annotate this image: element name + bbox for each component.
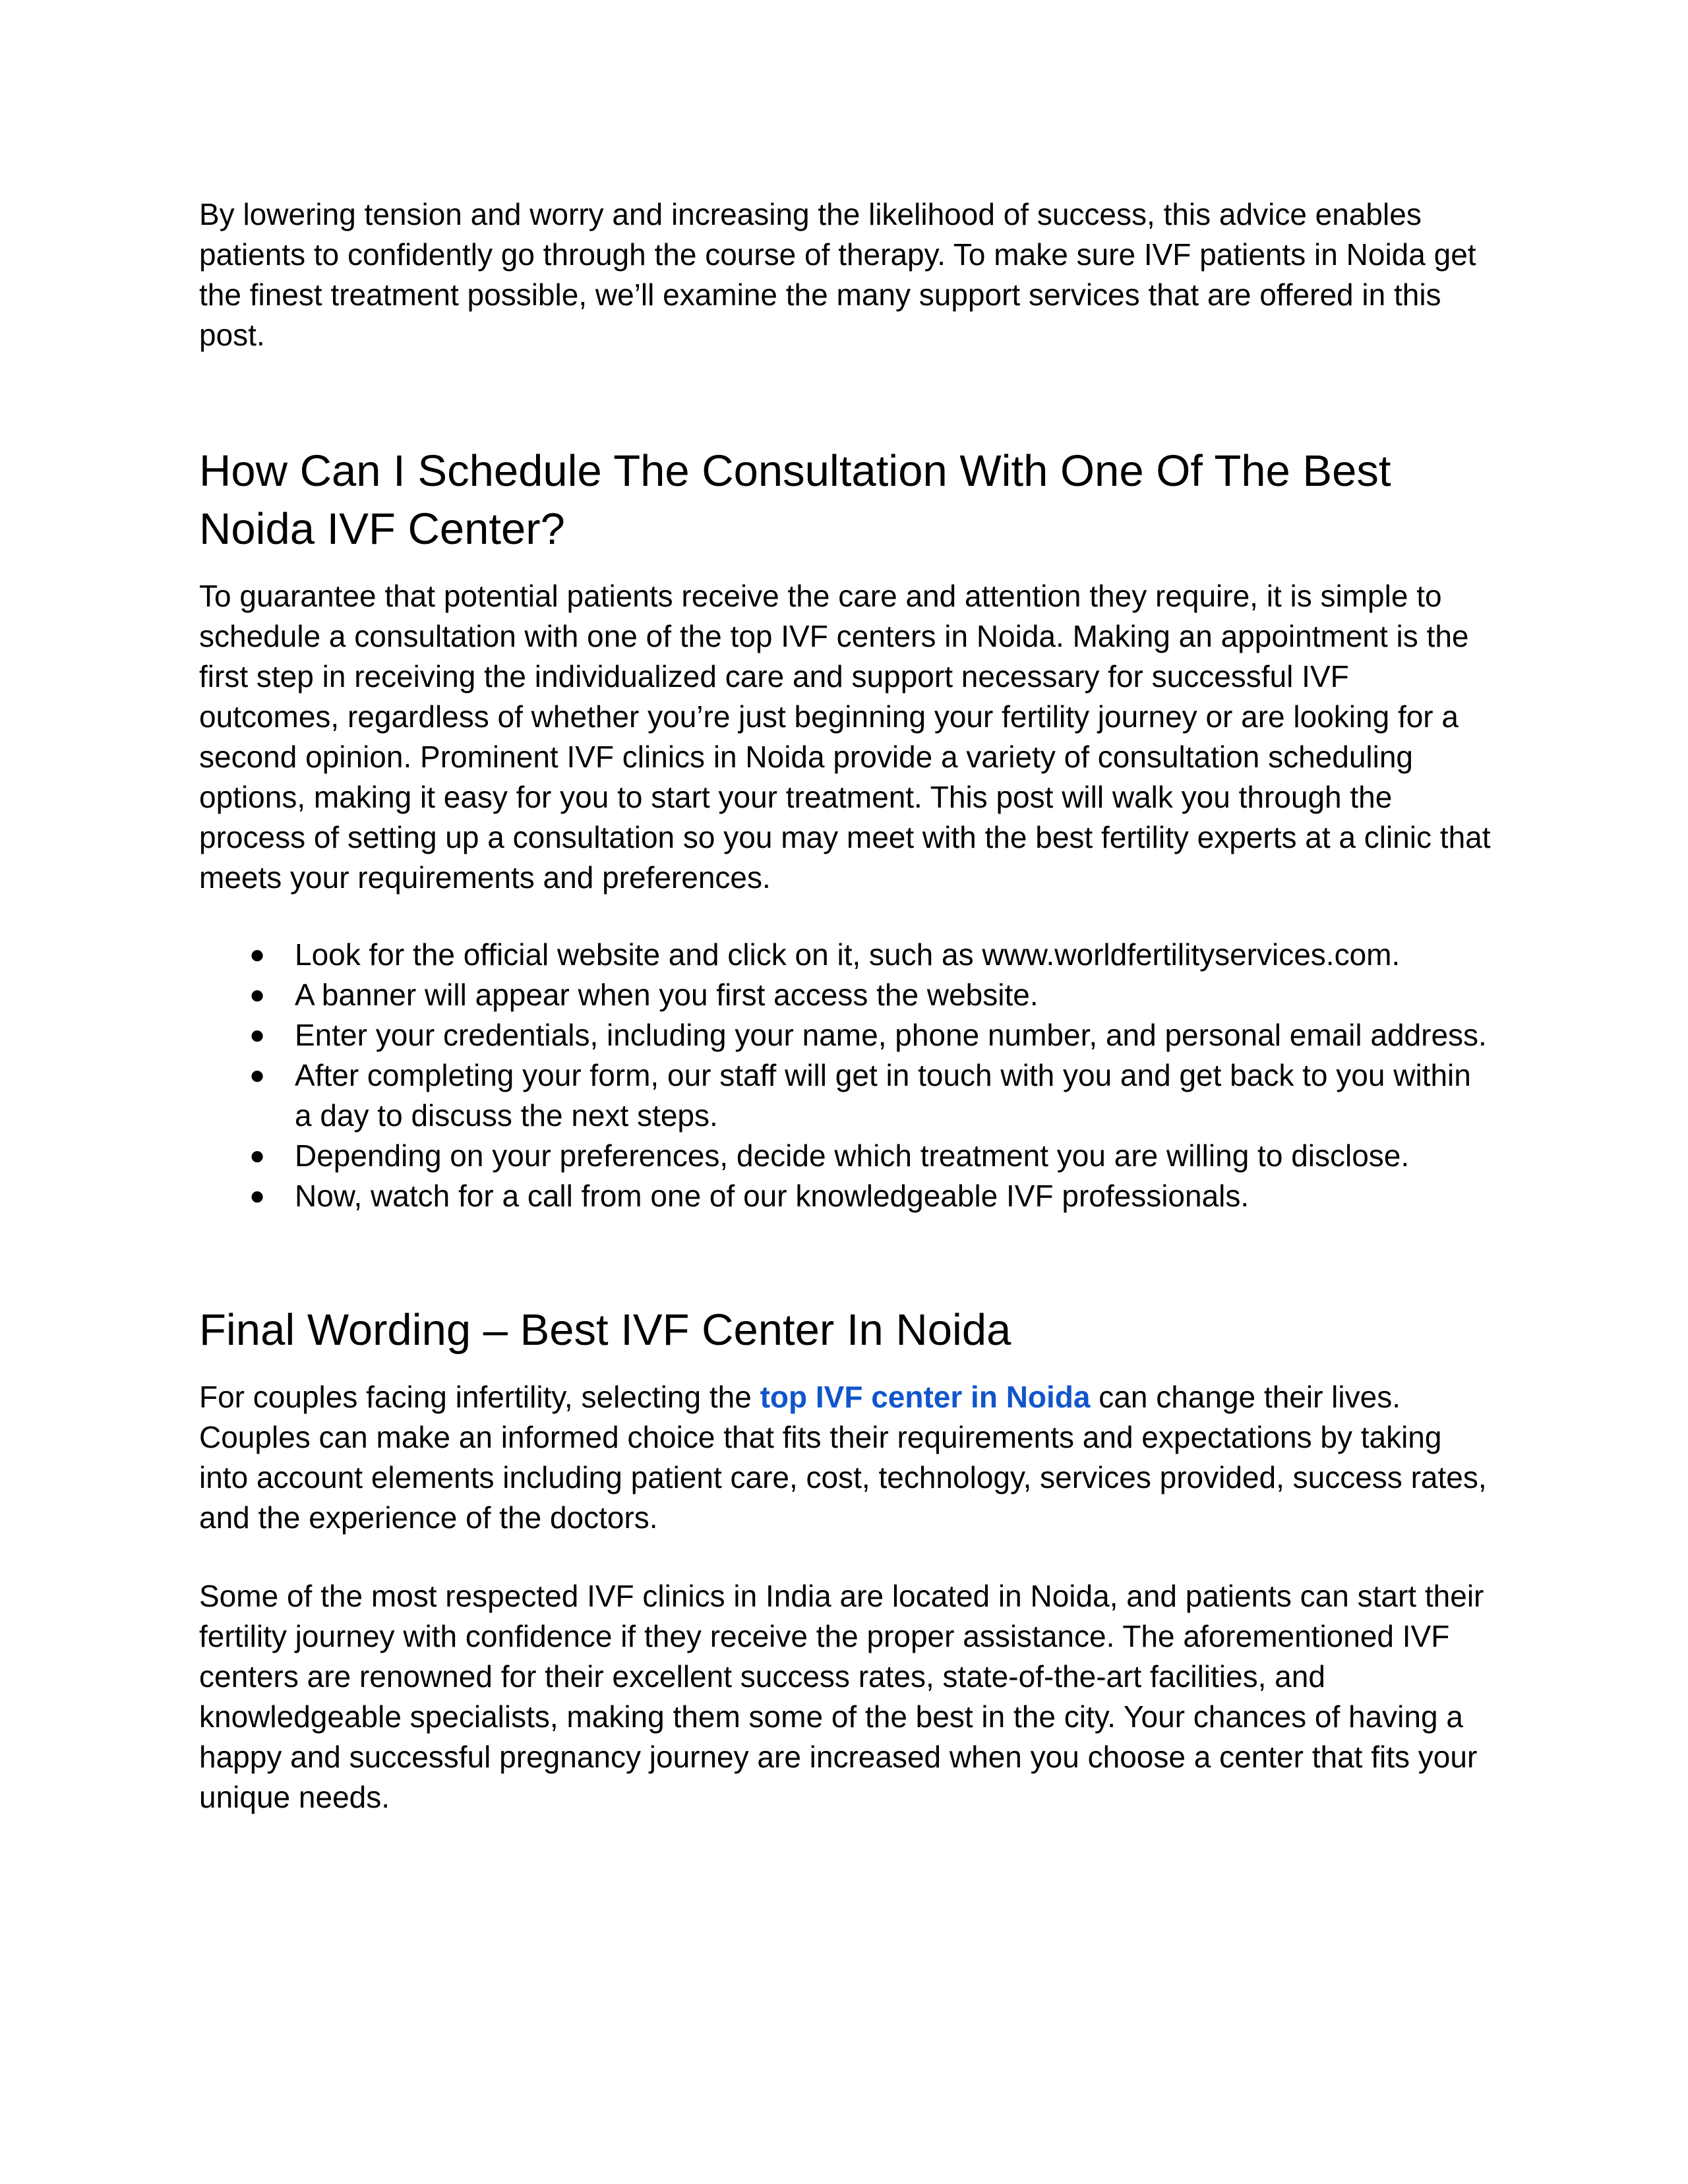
list-item-text: After completing your form, our staff will get in touch with you and get back to you within a day to discuss the next steps. [295, 1058, 1471, 1133]
list-item [199, 975, 1492, 1015]
list-item [199, 1015, 1492, 1055]
list-item [199, 1176, 1492, 1216]
final-paragraph-2: Some of the most respected IVF clinics in India are located in Noida, and patients can start their fertility journey with confidence if they receive the proper assistance. The aforementioned IVF centers are renowned for their excellent success rates, state-of-the-art facilities, and knowledgeable specialists, making them some of the best in the city. Your chances of having a happy and successful pregnancy journey are increased when you choose a center that fits your unique needs. [199, 1579, 1484, 1814]
list-item [199, 1055, 1492, 1136]
text: can change their lives. Couples can make an informed choice that fits their requirements and expectations by taking into account elements including patient care, cost, technology, services provided, success rates, and the experience of the doctors. [199, 1380, 1487, 1535]
bullet-icon: ● [249, 1181, 266, 1210]
list-item [199, 935, 1492, 975]
bullet-icon: ● [249, 940, 266, 969]
list-item-text: Now, watch for a call from one of our knowledgeable IVF professionals. [295, 1179, 1250, 1213]
section-heading-final: Final Wording – Best IVF Center In Noida [199, 1305, 1011, 1355]
bullet-icon: ● [249, 980, 266, 1009]
list-item-text: Enter your credentials, including your name, phone number, and personal email address. [295, 1018, 1487, 1052]
list-item [199, 1136, 1492, 1176]
list-item-text: Look for the official website and click on it, such as www.worldfertilityservices.com. [295, 937, 1401, 972]
steps-list [199, 935, 1492, 1216]
list-item-text: A banner will appear when you first access the website. [295, 978, 1039, 1012]
text: For couples facing infertility, selecting the [199, 1380, 760, 1414]
schedule-paragraph: To guarantee that potential patients receive the care and attention they require, it is simple to schedule a consultation with one of the top IVF centers in Noida. Making an appointment is the first step in receiving the individualized care and support necessary for successful IVF outcomes, regardless of whether you’re just beginning your fertility journey or are looking for a second opinion. Prominent IVF clinics in Noida provide a variety of consultation scheduling options, making it easy for you to start your treatment. This post will walk you through the process of setting up a consultation so you may meet with the best fertility experts at a clinic that meets your requirements and preferences. [199, 579, 1491, 895]
final-paragraph-1 [199, 1377, 1492, 1538]
bullet-icon: ● [249, 1020, 266, 1049]
bullet-icon: ● [249, 1061, 266, 1090]
section-heading-schedule: How Can I Schedule The Consultation With One Of The Best Noida IVF Center? [199, 446, 1391, 554]
list-item-text: Depending on your preferences, decide which treatment you are willing to disclose. [295, 1138, 1410, 1173]
top-ivf-center-link[interactable]: top IVF center in Noida [760, 1380, 1091, 1414]
bullet-icon: ● [249, 1141, 266, 1170]
intro-paragraph: By lowering tension and worry and increasing the likelihood of success, this advice enables patients to confidently go through the course of therapy. To make sure IVF patients in Noida get the finest treatment possible, we’ll examine the many support services that are offered in this post. [199, 197, 1476, 352]
